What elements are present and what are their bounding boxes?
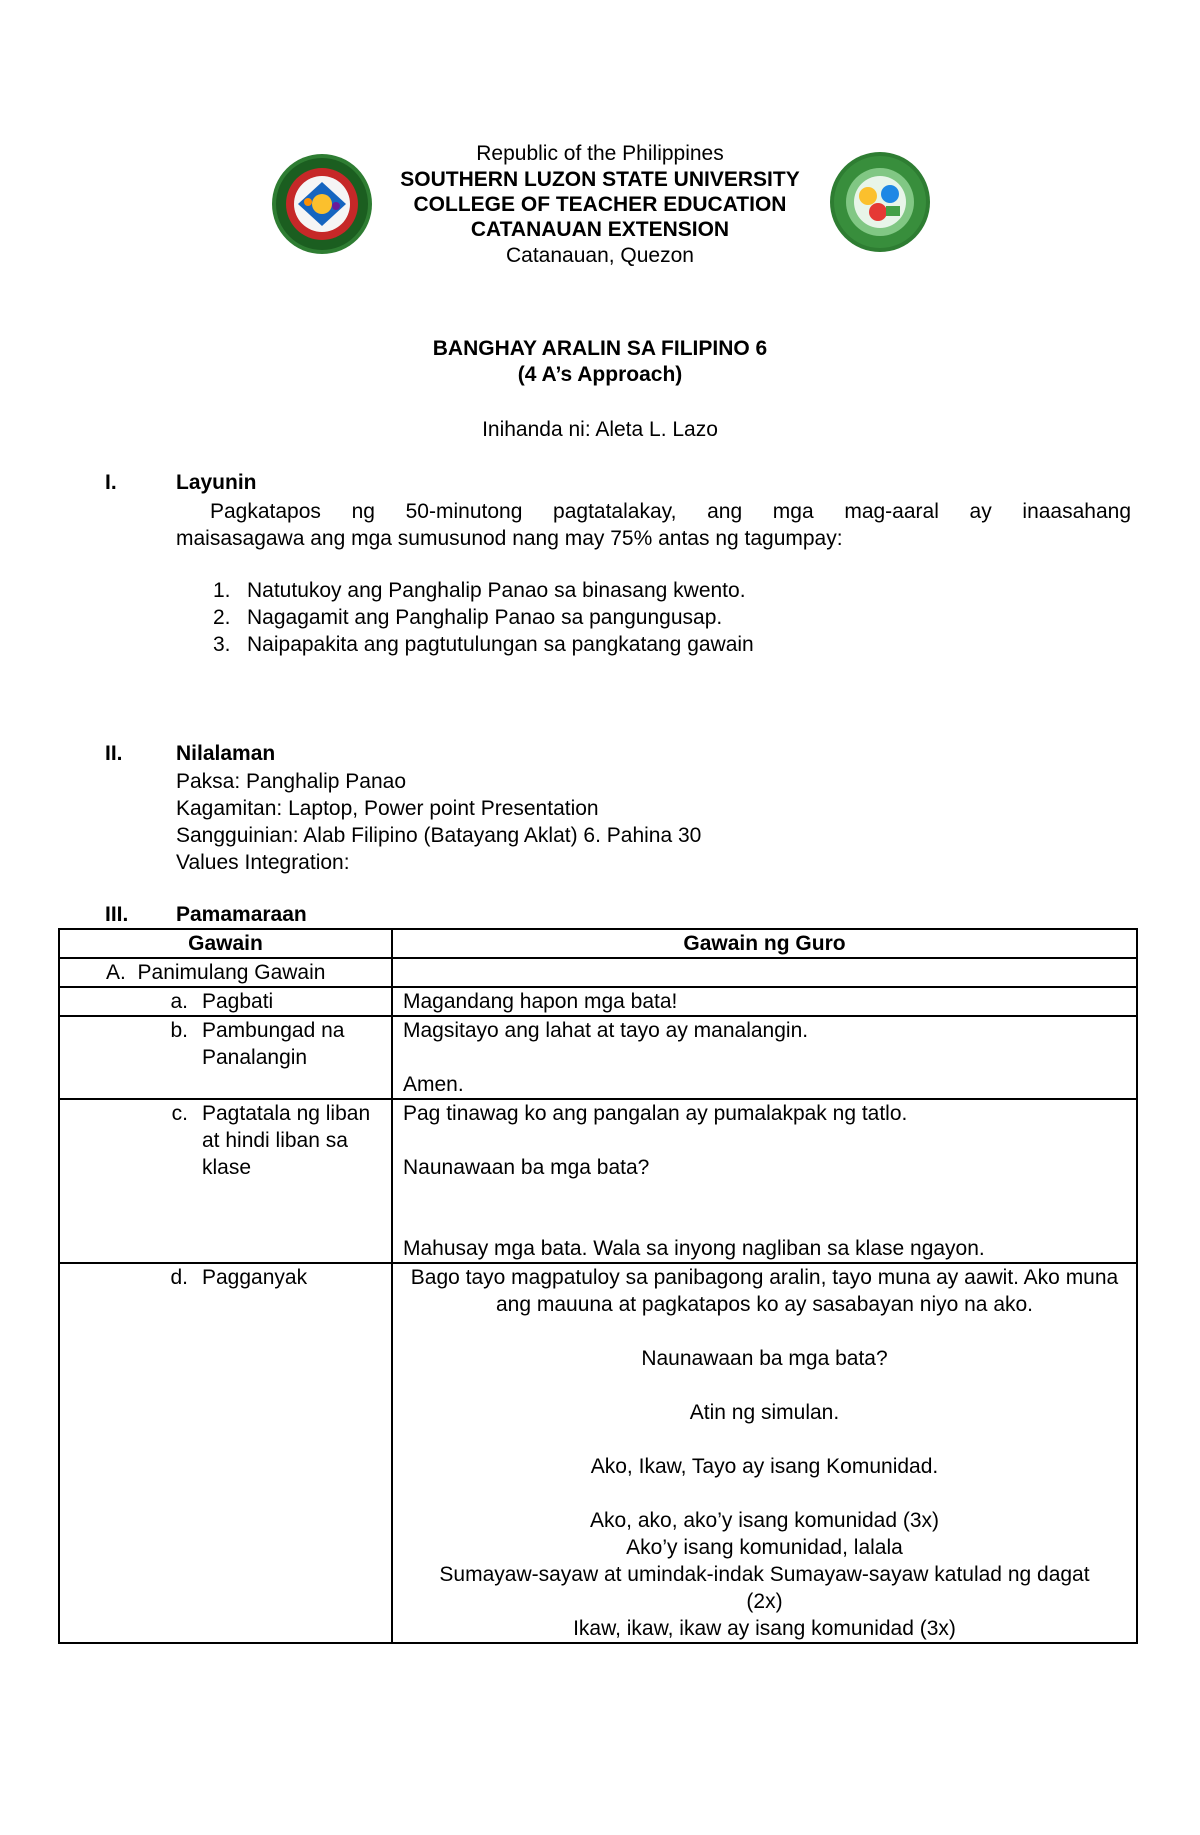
objective-number: 2. <box>213 606 231 629</box>
teacher-line <box>403 1372 1126 1399</box>
teacher-line: Ako, ako, ako’y isang komunidad (3x) <box>589 1509 939 1532</box>
activity-cell <box>59 987 392 1016</box>
activity-cell <box>59 1016 392 1099</box>
table-row <box>59 958 1137 987</box>
teacher-line: Sumayaw-sayaw at umindak-indak Sumayaw-sayaw katulad ng dagat <box>439 1563 1090 1586</box>
teacher-line <box>403 1208 1126 1235</box>
materials-line: Kagamitan: Laptop, Power point Presentation <box>176 797 599 820</box>
location-line: Catanauan, Quezon <box>506 244 694 267</box>
table-row <box>59 1099 1137 1263</box>
values-line: Values Integration: <box>176 851 350 874</box>
teacher-line: Naunawaan ba mga bata? <box>641 1347 888 1370</box>
procedure-table <box>58 928 1138 1644</box>
teacher-line <box>403 1426 1126 1453</box>
teacher-line: Ako, Ikaw, Tayo ay isang Komunidad. <box>590 1455 939 1478</box>
section-3-numeral: III. <box>105 903 129 926</box>
lesson-plan-title: BANGHAY ARALIN SA FILIPINO 6 <box>432 337 768 360</box>
section-2-numeral: II. <box>105 742 123 765</box>
teacher-cell <box>392 1016 1137 1099</box>
table-header-row <box>59 929 1137 958</box>
section-3-title: Pamamaraan <box>176 903 307 926</box>
empty-cell <box>392 958 1137 987</box>
teacher-line <box>403 1127 1126 1154</box>
item-label: Pagganyak <box>202 1266 308 1289</box>
activity-cell <box>59 1099 392 1263</box>
header-activity: Gawain <box>59 929 392 958</box>
activity-cell <box>59 1263 392 1643</box>
prepared-by: Inihanda ni: Aleta L. Lazo <box>482 418 718 441</box>
teacher-line <box>403 1181 1126 1208</box>
item-mark: c. <box>171 1102 188 1125</box>
teacher-line: Ako’y isang komunidad, lalala <box>626 1536 903 1559</box>
teacher-line: Bago tayo magpatuloy sa panibagong aralin, tayo muna ay aawit. Ako muna ang mauuna at pagkatapos ko ay sasabayan niyo na ako. <box>410 1266 1119 1316</box>
college-name: COLLEGE OF TEACHER EDUCATION <box>413 193 787 216</box>
table-row <box>59 987 1137 1016</box>
part-a-label: Panimulang Gawain <box>137 961 326 984</box>
item-label: Pagtatala ng liban at hindi liban sa klase <box>202 1102 371 1179</box>
university-name: SOUTHERN LUZON STATE UNIVERSITY <box>400 168 800 191</box>
teacher-cell <box>392 987 1137 1016</box>
teacher-line: Ikaw, ikaw, ikaw ay isang komunidad (3x) <box>573 1617 956 1640</box>
teacher-line: (2x) <box>746 1590 783 1613</box>
objective-number: 1. <box>213 579 231 602</box>
section-1-title: Layunin <box>176 471 257 494</box>
objectives-intro-line1: Pagkatapos ng 50-minutong pagtatalakay, ang mga mag-aaral ay inaasahang <box>210 500 1131 523</box>
teacher-line: Magandang hapon mga bata! <box>403 990 678 1013</box>
teacher-cell <box>392 1099 1137 1263</box>
teacher-cell <box>392 1263 1137 1643</box>
teacher-line: Atin ng simulan. <box>689 1401 840 1424</box>
item-mark: b. <box>170 1019 188 1042</box>
section-1-numeral: I. <box>105 471 117 494</box>
item-mark: a. <box>170 990 188 1013</box>
table-row <box>59 1016 1137 1099</box>
table-row <box>59 1263 1137 1643</box>
republic-line: Republic of the Philippines <box>476 142 724 165</box>
teacher-line: Pag tinawag ko ang pangalan ay pumalakpak ng tatlo. <box>403 1102 908 1125</box>
item-label: Pagbati <box>202 990 274 1013</box>
section-2-title: Nilalaman <box>176 742 276 765</box>
objectives-intro-line2: maisasagawa ang mga sumusunod nang may 75% antas ng tagumpay: <box>176 527 843 550</box>
teacher-line <box>403 1480 1126 1507</box>
objective-number: 3. <box>213 633 231 656</box>
teacher-line: Magsitayo ang lahat at tayo ay manalangin. <box>403 1019 809 1042</box>
objective-item: Natutukoy ang Panghalip Panao sa binasang kwento. <box>247 579 746 602</box>
reference-line: Sangguinian: Alab Filipino (Batayang Aklat) 6. Pahina 30 <box>176 824 702 847</box>
item-label: Pambungad na Panalangin <box>202 1019 345 1069</box>
teacher-line: Amen. <box>403 1073 464 1096</box>
objective-item: Nagagamit ang Panghalip Panao sa pangungusap. <box>247 606 723 629</box>
part-a-cell <box>59 958 392 987</box>
teacher-line: Mahusay mga bata. Wala sa inyong nagliban sa klase ngayon. <box>403 1237 985 1260</box>
header-teacher-activity: Gawain ng Guro <box>392 929 1137 958</box>
teacher-line: Naunawaan ba mga bata? <box>403 1156 650 1179</box>
item-mark: d. <box>170 1266 188 1289</box>
campus-name: CATANAUAN EXTENSION <box>470 218 730 241</box>
part-a-mark: A. <box>106 961 126 984</box>
teacher-line <box>403 1044 1126 1071</box>
objective-item: Naipapakita ang pagtutulungan sa pangkatang gawain <box>247 633 754 656</box>
teacher-line <box>403 1318 1126 1345</box>
lesson-plan-subtitle: (4 A’s Approach) <box>517 363 683 386</box>
topic-line: Paksa: Panghalip Panao <box>176 770 407 793</box>
